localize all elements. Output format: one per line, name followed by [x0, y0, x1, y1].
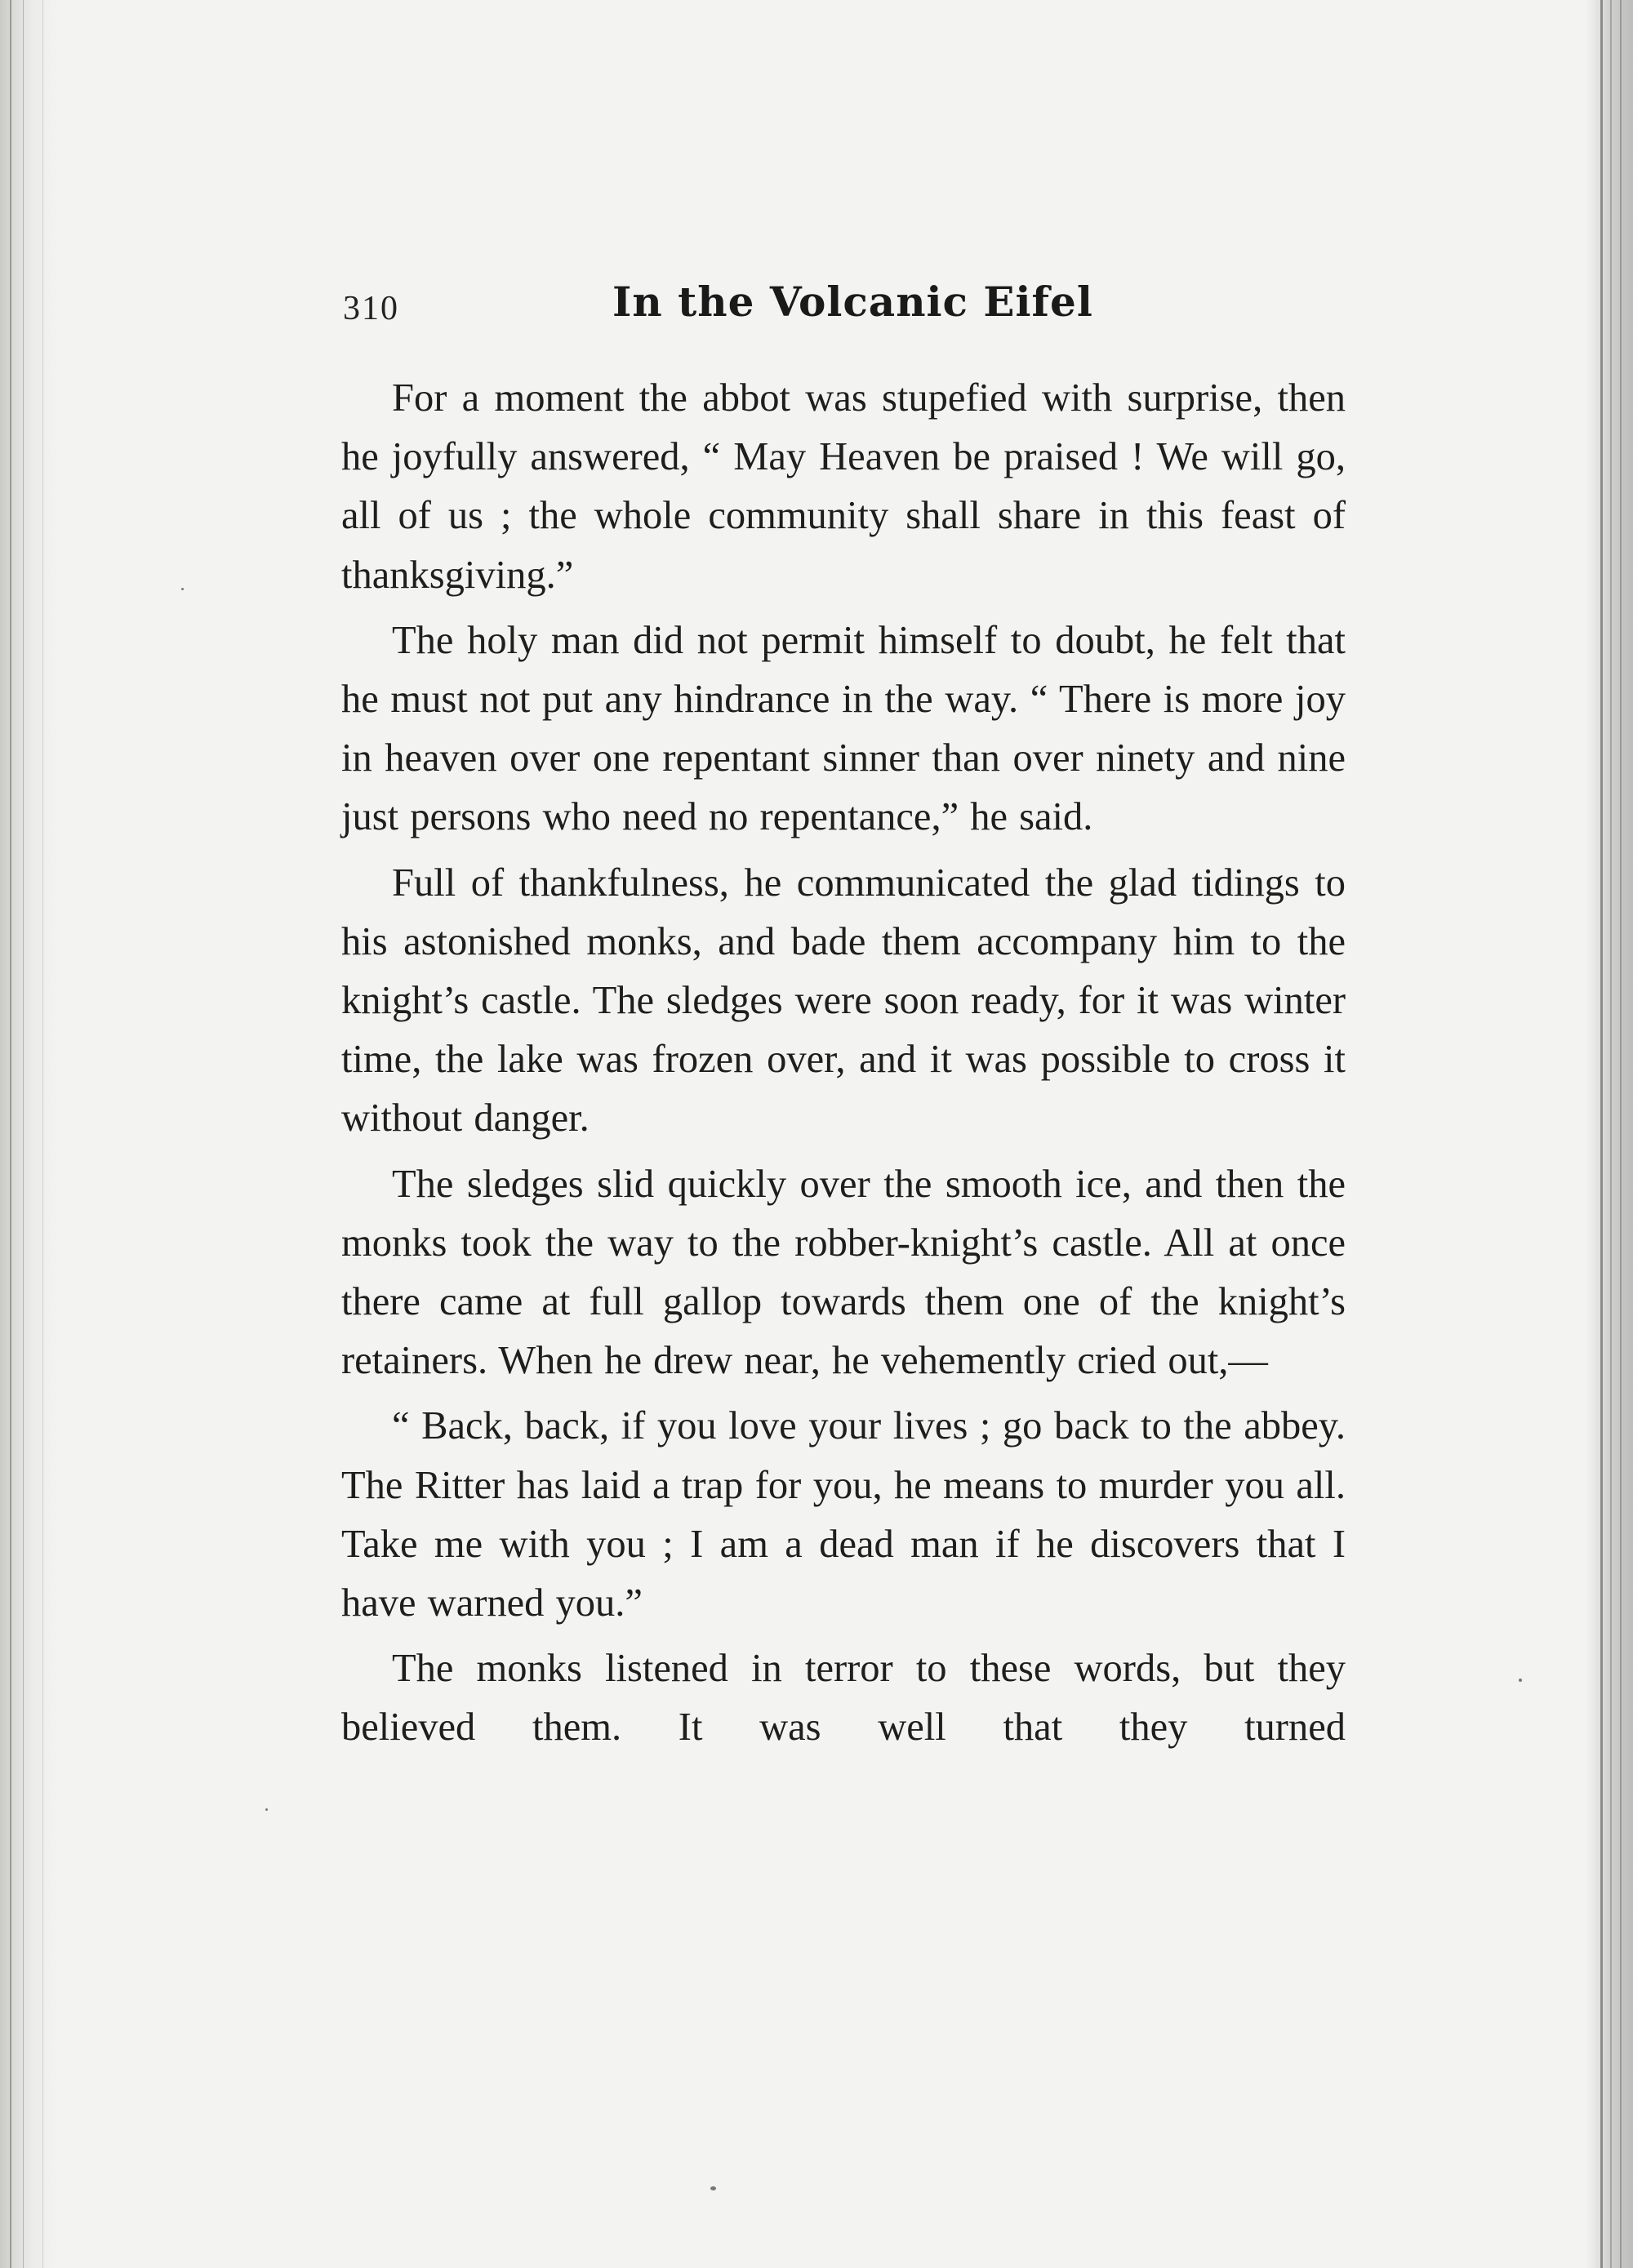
running-title: In the Volcanic Eifel [612, 278, 1093, 326]
paragraph: The monks listened in terror to these words, but they believed them. It was well that they turned [341, 1647, 1346, 1750]
paragraph: The holy man did not permit himself to doubt, he felt that he must not put any hindrance in the way. “ There is more joy in heaven over one repentant sinner than over ninety and nine just persons who need no repentance,” he said. [341, 618, 1346, 839]
paragraph: Full of thankfulness, he communicated the glad tidings to his astonished monks, and bade them accompany him to the knight’s castle. The sledges were soon ready, for it was winter time, the lake was frozen over, and it was possible to cross it without danger. [341, 861, 1346, 1141]
page-edges [1586, 0, 1633, 2268]
page-header [343, 278, 1159, 343]
page-number: 310 [343, 290, 399, 327]
paragraph: The sledges slid quickly over the smooth ice, and then the monks took the way to the robber-knight’s castle. All at once there came at full gallop towards them one of the knight’s retainers. When he drew near, he vehemently cried out,— [341, 1162, 1346, 1383]
paragraph: For a moment the abbot was stupefied with surprise, then he joyfully answered, “ May Heaven be praised ! We will go, all of us ; the whole community shall share in this feast of thanksgiving.” [341, 376, 1346, 597]
paragraph: “ Back, back, if you love your lives ; go back to the abbey. The Ritter has laid a trap for you, he means to murder you all. Take me with you ; I am a dead man if he discovers that I have warned you.” [341, 1404, 1346, 1625]
body-text [341, 369, 1346, 1764]
binding-gutter [0, 0, 57, 2268]
